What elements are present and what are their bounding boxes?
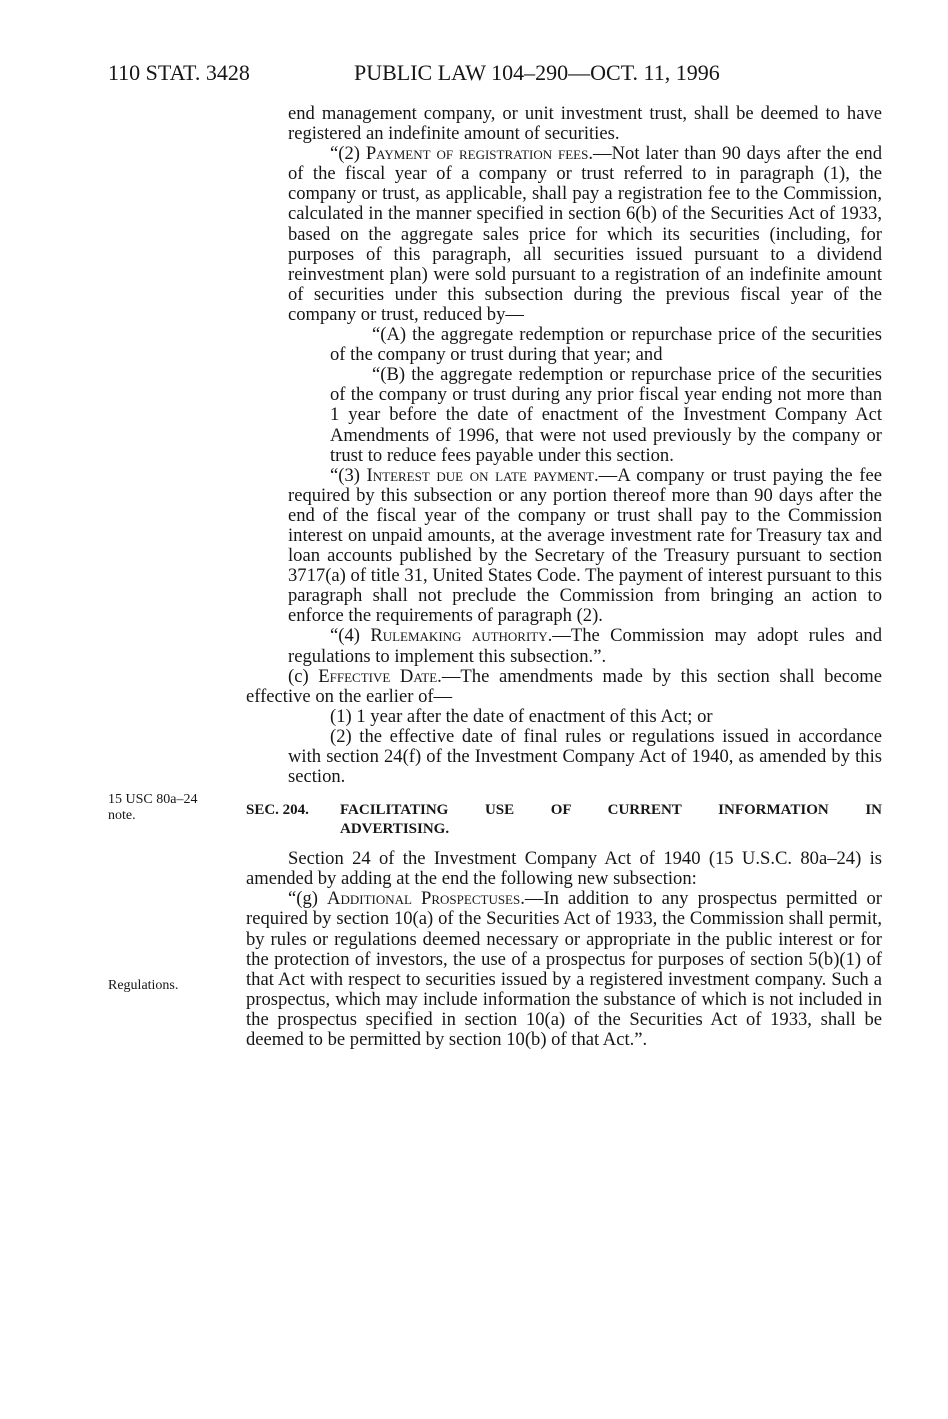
paragraph-2-heading: Payment of registration fees. — [365, 143, 593, 165]
margin-note-usc — [108, 792, 197, 824]
subsection-c-item-1: (1) 1 year after the date of enactment of this Act; or — [330, 705, 713, 727]
subsection-c — [246, 667, 882, 707]
page-header — [108, 60, 880, 90]
paragraph-2-open: “(2) — [330, 143, 366, 165]
statute-page-reference: 110 STAT. 3428 — [108, 60, 250, 85]
paragraph-continuation: end management company, or unit investment trust, shall be deemed to have registered an indefinite amount of securities. — [288, 103, 882, 145]
subsection-c-open: (c) — [288, 665, 319, 687]
public-law-reference: PUBLIC LAW 104–290—OCT. 11, 1996 — [354, 60, 720, 85]
paragraph-3-open: “(3) — [330, 464, 367, 486]
margin-note-usc-line2: note. — [108, 808, 136, 823]
section-204-heading — [246, 801, 882, 839]
section-204-title: FACILITATING USE OF CURRENT INFORMATION IN ADVERTISING. — [340, 802, 882, 838]
section-204-number: SEC. 204. — [246, 802, 309, 819]
subparagraph-b: “(B) the aggregate redemption or repurchase price of the securities of the company or trust during any prior fiscal year ending not more than 1 year before the date of enactment of the Investment Company Act Amendments of 1996, that were not used previously by the company or trust to reduce fees payable under this section. — [330, 364, 882, 466]
subsection-g-text: —In addition to any prospectus permitted or required by section 10(a) of the Securities Act of 1933, the Commission shall permit, by rules or regulations deemed necessary or appropriate in the public interest or for the protection of investors, the use of a prospectus for purposes of section 5(b)(1) of that Act with respect to securities issued by a registered investment company. Such a prospectus, which may include information the substance of which is not included in the prospectus specified in section 10(a) of the Securities Act of 1933, shall be deemed to be permitted by section 10(b) of that Act.”. — [246, 888, 882, 1051]
subsection-c-heading: Effective Date. — [318, 665, 442, 687]
paragraph-3-heading: Interest due on late payment. — [366, 464, 599, 486]
paragraph-4-open: “(4) — [330, 625, 371, 647]
margin-note-regulations: Regulations. — [108, 978, 179, 993]
subsection-g-heading: Additional Prospectuses. — [327, 888, 525, 910]
paragraph-3-text: —A company or trust paying the fee required by this subsection or any portion thereof more than 90 days after the end of the fiscal year of the company or trust shall pay to the Commission interest on unpaid amounts, at the average investment rate for Treasury tax and loan accounts published by the Secretary of the Treasury pursuant to section 3717(a) of title 31, United States Code. The payment of interest pursuant to this paragraph shall not preclude the Commission from bringing an action to enforce the requirements of paragraph (2). — [288, 464, 882, 627]
subsection-c-text: —The amendments made by this section shall become effective on the earlier of— — [246, 665, 882, 707]
body-text — [246, 104, 882, 1050]
paragraph-4-text: —The Commission may adopt rules and regulations to implement this subsection.”. — [288, 625, 882, 667]
section-204-intro: Section 24 of the Investment Company Act of 1940 (15 U.S.C. 80a–24) is amended by adding at the end the following new subsection: — [246, 848, 882, 890]
paragraph-2 — [246, 144, 882, 325]
paragraph-4 — [246, 626, 882, 666]
subsection-g-open: “(g) — [288, 888, 328, 910]
paragraph-3 — [246, 466, 882, 627]
margin-note-usc-line1: 15 USC 80a–24 — [108, 792, 198, 807]
subparagraph-a: “(A) the aggregate redemption or repurchase price of the securities of the company or trust during that year; and — [330, 324, 882, 366]
subsection-c-item-2: (2) the effective date of final rules or regulations issued in accordance with section 24(f) of the Investment Company Act of 1940, as amended by this section. — [288, 725, 882, 788]
subsection-g — [246, 889, 882, 1050]
paragraph-4-heading: Rulemaking authority. — [370, 625, 553, 647]
paragraph-2-text: —Not later than 90 days after the end of the fiscal year of a company or trust referred to in paragraph (1), the company or trust, as applicable, shall pay a registration fee to the Commission, calculated in the manner specified in section 6(b) of the Securities Act of 1933, based on the aggregate sales price for which its securities (including, for purposes of this paragraph, all securities issued pursuant to a dividend reinvestment plan) were sold pursuant to a registration of an indefinite amount of securities under this subsection during the previous fiscal year of the company or trust, reduced by— — [288, 143, 882, 325]
